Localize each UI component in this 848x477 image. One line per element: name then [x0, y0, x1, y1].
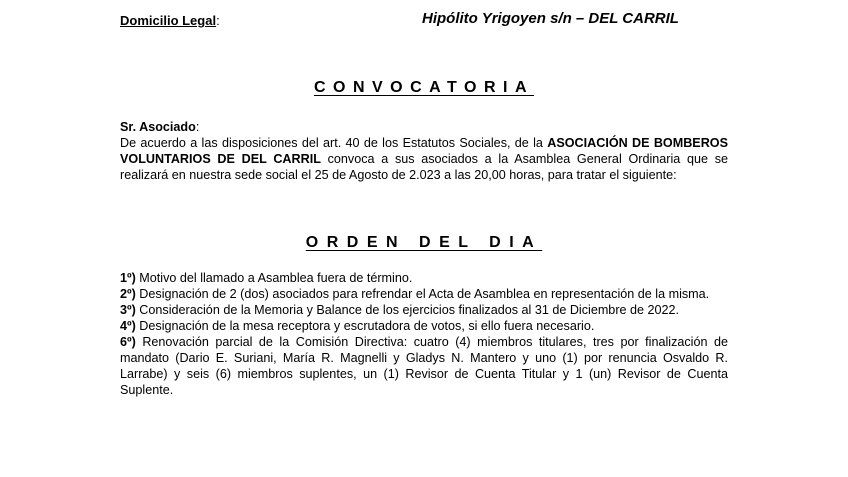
item-text: Renovación parcial de la Comisión Directiva: cuatro (4) miembros titulares, tres por finalización de mandato (Dario E. Suriani, María R. Magnelli y Gladys N. Mantero y uno (1) por renuncia Osvaldo R. Larrabe) y seis (6) miembros suplentes, un (1) Revisor de Cuenta Titular y 1 (un) Revisor de Cuenta Suplente. — [120, 335, 728, 397]
item-text: Motivo del llamado a Asamblea fuera de término. — [135, 271, 413, 285]
salutation-text: Sr. Asociado — [120, 120, 196, 134]
list-item — [120, 286, 728, 302]
convocatoria-intro — [120, 135, 728, 183]
list-item — [120, 270, 728, 286]
convocatoria-heading — [0, 79, 848, 97]
intro-organization: ASOCIACIÓN DE BOMBEROS VOLUNTARIOS DE DEL CARRIL — [120, 136, 729, 166]
convocatoria-title: CONVOCATORIA — [313, 79, 535, 96]
item-text: Designación de la mesa receptora y escrutadora de votos, si ello fuera necesario. — [135, 319, 595, 333]
item-number: 1º) — [120, 271, 136, 285]
intro-part1: De acuerdo a las disposiciones del art. 40 de los Estatutos Sociales, de la — [120, 136, 548, 150]
orden-del-dia-title: ORDEN DEL DIA — [305, 234, 543, 251]
salutation-colon: : — [195, 120, 200, 134]
orden-del-dia-heading — [0, 234, 848, 252]
item-text: Consideración de la Memoria y Balance de los ejercicios finalizados al 31 de Diciembre de 2022. — [135, 303, 680, 317]
salutation — [120, 119, 728, 135]
orden-del-dia-list — [120, 270, 728, 398]
domicilio-legal-label — [120, 13, 220, 28]
list-item — [120, 318, 728, 334]
domicilio-legal-value: Hipólito Yrigoyen s/n – DEL CARRIL — [422, 10, 679, 27]
item-number: 3º) — [120, 303, 136, 317]
domicilio-legal-label-text: Domicilio Legal — [120, 13, 217, 28]
item-text: Designación de 2 (dos) asociados para refrendar el Acta de Asamblea en representación de la misma. — [135, 287, 710, 301]
item-number: 4º) — [120, 319, 136, 333]
item-number: 6º) — [120, 335, 136, 349]
list-item — [120, 302, 728, 318]
item-number: 2º) — [120, 287, 136, 301]
list-item — [120, 334, 728, 398]
intro-part2: convoca a sus asociados a la Asamblea General Ordinaria que se realizará en nuestra sede social el 25 de Agosto de 2.023 a las 20,00 horas, para tratar el siguiente: — [120, 152, 728, 182]
domicilio-legal-colon: : — [216, 13, 220, 28]
